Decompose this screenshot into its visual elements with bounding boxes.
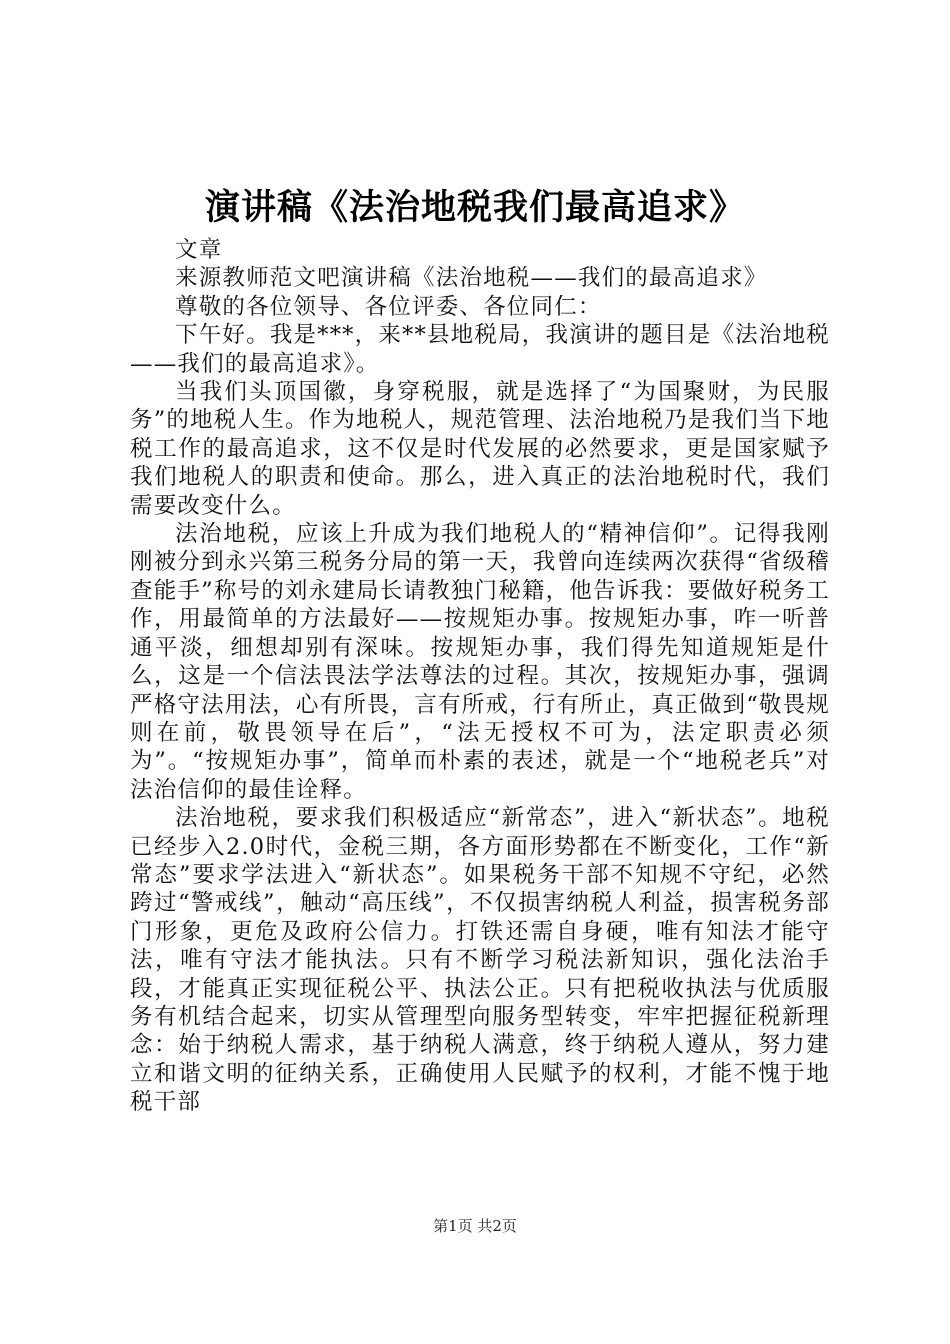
paragraph-label-article: 文章 bbox=[175, 237, 223, 263]
document-title: 演讲稿《法治地税我们最高追求》 bbox=[204, 187, 745, 228]
paragraph-intro: 当我们头顶国徽，身穿税服，就是选择了“为国聚财，为民服务”的地税人生。作为地税人，规范管理、法治地税乃是我们当下地税工作的最高追求，这不仅是时代发展的必然要求，更是国家赋予我们地税人的职责和使命。那么，进入真正的法治地税时代，我们需要改变什么。 bbox=[130, 379, 831, 519]
paragraph-salutation: 尊敬的各位领导、各位评委、各位同仁： bbox=[175, 293, 602, 320]
paragraph-faith: 法治地税，应该上升成为我们地税人的“精神信仰”。记得我刚刚被分到永兴第三税务分局的第一天，我曾向连续两次获得“省级稽查能手”称号的刘永建局长请教独门秘籍，他告诉我：要做好税务工作，用最简单的方法最好——按规矩办事。按规矩办事，咋一听普通平淡，细想却别有深味。按规矩办事，我们得先知道规矩是什么，这是一个信法畏法学法尊法的过程。其次，按规矩办事，强调严格守法用法，心有所畏，言有所戒，行有所止，真正做到“敬畏规则在前，敬畏领导在后”，“法无授权不可为，法定职责必须为”。“按规矩办事”，简单而朴素的表述，就是一个“地税老兵”对法治信仰的最佳诠释。 bbox=[130, 521, 831, 803]
paragraph-greeting: 下午好。我是***，来**县地税局，我演讲的题目是《法治地税——我们的最高追求》。 bbox=[130, 322, 830, 377]
document-body bbox=[130, 236, 830, 1117]
paragraph-source: 来源教师范文吧演讲稿《法治地税——我们的最高追求》 bbox=[175, 265, 768, 292]
page-number-footer: 第1页 共2页 bbox=[433, 1217, 517, 1235]
paragraph-new-normal: 法治地税，要求我们积极适应“新常态”，进入“新状态”。地税已经步入2.0时代，金税三期，各方面形势都在不断变化，工作“新常态”要求学法进入“新状态”。如果税务干部不知规不守纪，必然跨过“警戒线”，触动“高压线”，不仅损害纳税人利益，损害税务部门形象，更危及政府公信力。打铁还需自身硬，唯有知法才能守法，唯有守法才能执法。只有不断学习税法新知识，强化法治手段，才能真正实现征税公平、执法公正。只有把税收执法与优质服务有机结合起来，切实从管理型向服务型转变，牢牢把握征税新理念：始于纳税人需求，基于纳税人满意，终于纳税人遵从，努力建立和谐文明的征纳关系，正确使用人民赋予的权利，才能不愧于地税干部 bbox=[130, 805, 830, 1116]
